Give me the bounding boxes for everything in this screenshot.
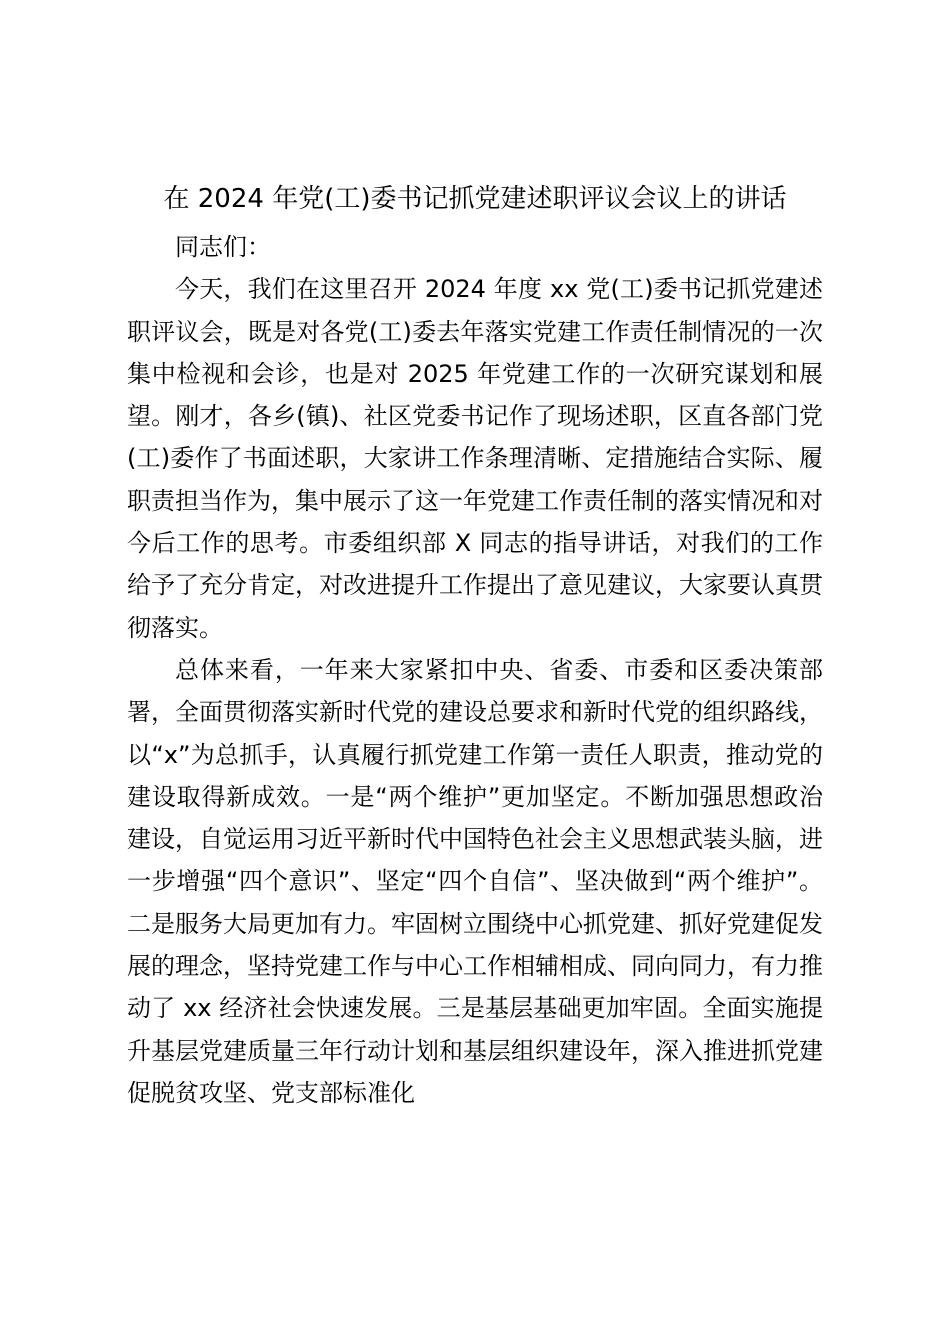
document-title: 在 2024 年党(工)委书记抓党建述职评议会议上的讲话 xyxy=(163,184,787,214)
document-body xyxy=(127,226,823,1114)
body-paragraph: 总体来看，一年来大家紧扣中央、省委、市委和区委决策部署，全面贯彻落实新时代党的建设总要求和新时代党的组织路线，以“x”为总抓手，认真履行抓党建工作第一责任人职责，推动党的建设取得新成效。一是“两个维护”更加坚定。不断加强思想政治建设，自觉运用习近平新时代中国特色社会主义思想武装头脑，进一步增强“四个意识”、坚定“四个自信”、坚决做到“两个维护”。二是服务大局更加有力。牢固树立围绕中心抓党建、抓好党建促发展的理念，坚持党建工作与中心工作相辅相成、同向同力，有力推动了 xx 经济社会快速发展。三是基层基础更加牢固。全面实施提升基层党建质量三年行动计划和基层组织建设年，深入推进抓党建促脱贫攻坚、党支部标准化 xyxy=(127,655,823,1107)
salutation-paragraph: 同志们： xyxy=(175,233,271,261)
body-paragraph: 今天，我们在这里召开 2024 年度 xx 党(工)委书记抓党建述职评议会，既是对各党(工)委去年落实党建工作责任制情况的一次集中检视和会诊，也是对 2025 年党建工作的一次研究谋划和展望。刚才，各乡(镇)、社区党委书记作了现场述职，区直各部门党(工)委作了书面述职，大家讲工作条理清晰、定措施结合实际、履职责担当作为，集中展示了这一年党建工作责任制的落实情况和对今后工作的思考。市委组织部 X 同志的指导讲话，对我们的工作给予了充分肯定，对改进提升工作提出了意见建议，大家要认真贯彻落实。 xyxy=(127,275,823,642)
